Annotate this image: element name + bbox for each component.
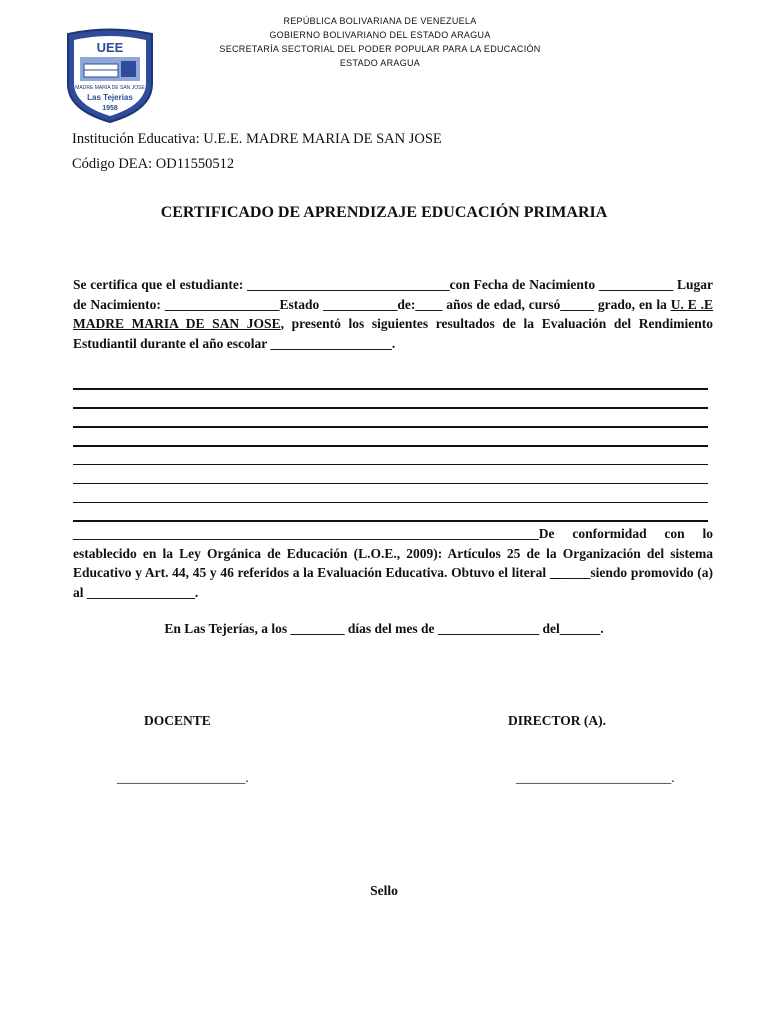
cert-text-part-1: Se certifica que el estudiante: ______________________________con Fecha de Nacimiento ___________ Lugar de Nacimiento: _________________Estado ___________de:____ años de edad, cursó_____ grado, en la [73,277,713,312]
place-date-line: En Las Tejerías, a los ________ días del mes de _______________ del______. [164,621,604,636]
header-line-4: ESTADO ARAGUA [339,58,421,68]
header-line-2: GOBIERNO BOLIVARIANO DEL ESTADO ARAGUA [269,30,491,40]
school-logo [64,28,156,124]
header-line-1: REPÚBLICA BOLIVARIANA DE VENEZUELA [283,16,477,26]
result-line [73,426,708,428]
logo-school-name: MADRE MARIA DE SAN JOSE [75,85,145,91]
director-signature-line: _______________________. [516,770,675,785]
result-line [73,520,708,522]
cert-school-name: U. E .E MADRE MARIA DE SAN JOSE [73,296,713,331]
logo-year: 1958 [102,105,118,112]
dea-label: Código DEA: [72,156,153,172]
result-line [73,407,708,409]
institution-line [72,131,442,148]
conformity-blank: _____________________________________________________________________ [73,526,539,541]
result-line [73,502,708,503]
result-line [73,464,708,465]
docente-signature-line: ___________________. [117,770,249,785]
header-line-3: SECRETARÍA SECTORIAL DEL PODER POPULAR PARA LA EDUCACIÓN [219,44,541,54]
certificate-title: CERTIFICADO DE APRENDIZAJE EDUCACIÓN PRIMARIA [160,204,608,221]
literal-blank: __ [549,565,564,580]
dea-value: OD11550512 [155,156,235,172]
docente-label: DOCENTE [144,713,211,728]
dea-line [72,156,234,173]
logo-acronym: UEE [96,40,124,55]
result-line [73,445,708,447]
conformity-text-part-1: De conformidad con lo establecido en la Ley Orgánica de Educación (L.O.E., 2009): Artículos 25 de la Organización del sistema Educativo y Art. 44, 45 y 46 referidos a la Evaluación Educativa. Obtuvo el literal [73,526,713,580]
result-line [73,483,708,484]
stamp-label: Sello [370,883,398,898]
conformity-text-part-2: ____siendo promovido (a) al ________________. [73,565,714,600]
institution-label: Institución Educativa: [72,131,200,147]
institution-value: U.E.E. MADRE MARIA DE SAN JOSE [203,131,442,147]
conformity-paragraph [73,524,713,602]
logo-place: Las Tejerias [87,93,133,102]
letterhead [180,14,580,70]
director-label: DIRECTOR (A). [508,713,607,728]
result-line [73,388,708,390]
certification-paragraph [73,275,713,353]
cert-text-part-2: , presentó los siguientes resultados de la Evaluación del Rendimiento Estudiantil durante el año escolar __________________. [73,316,713,351]
